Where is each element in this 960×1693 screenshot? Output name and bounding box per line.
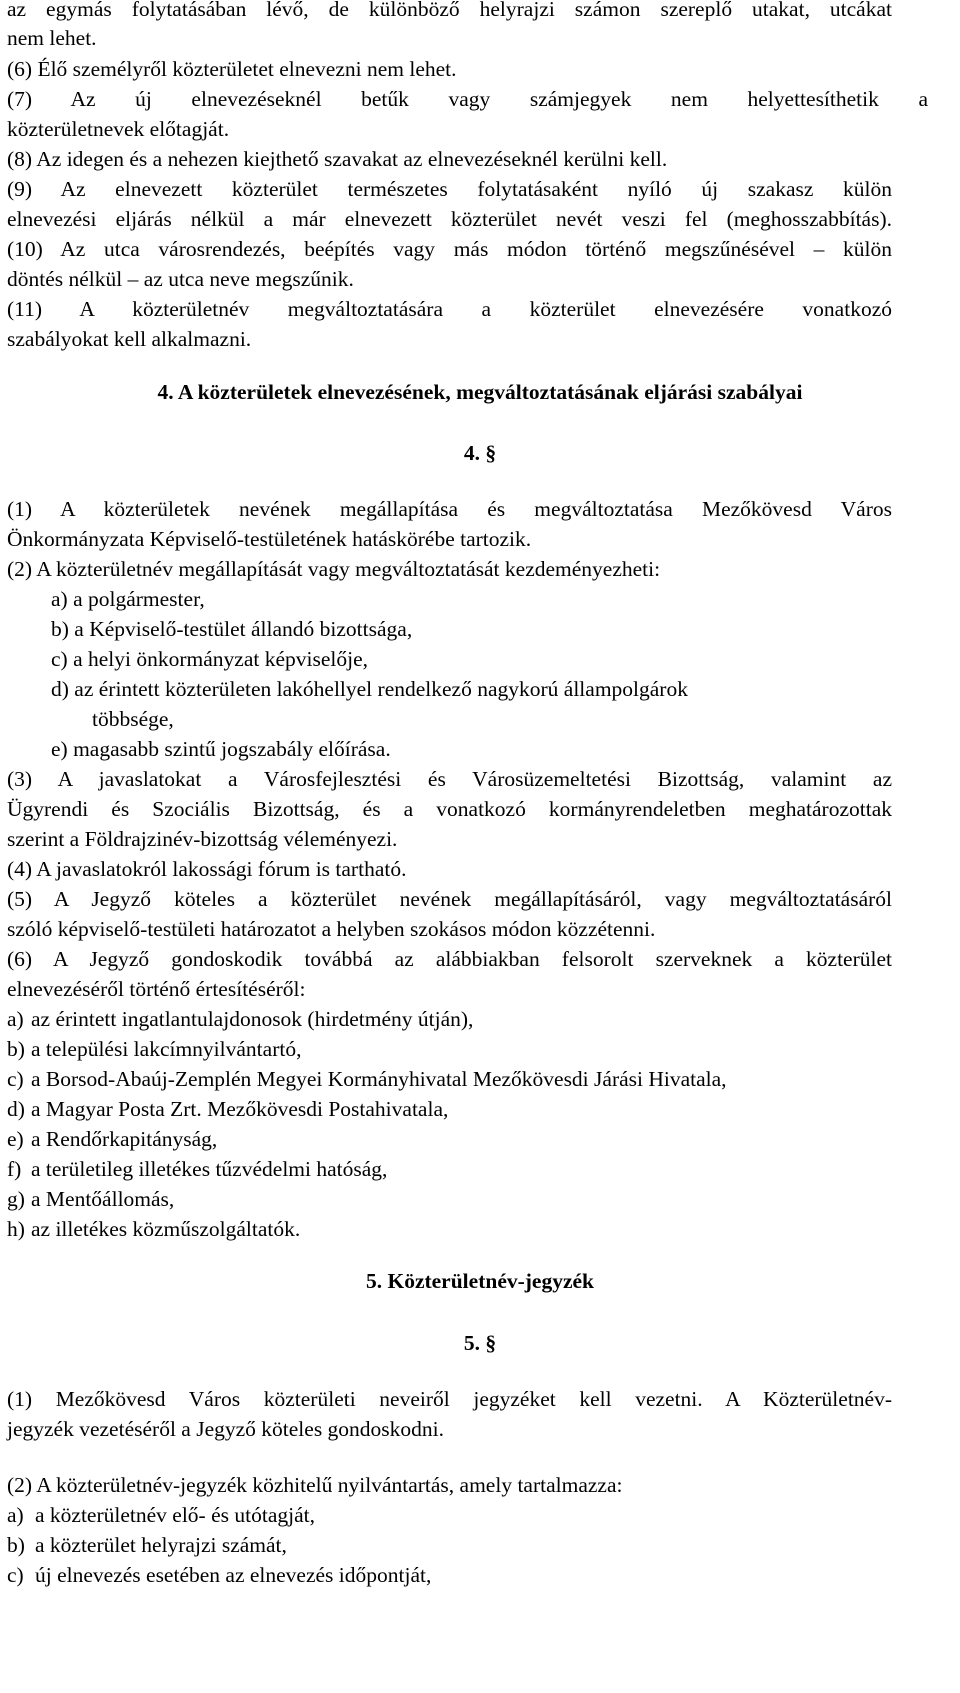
text-line: szerint a Földrajzinév-bizottság véleményezi. [7,827,398,851]
paragraph-sign-5: 5. § [463,1331,497,1355]
list-item: h) az illetékes közműszolgáltatók. [7,1217,301,1241]
text-line: nem lehet. [7,26,97,50]
text-line: jegyzék vezetéséről a Jegyző köteles gondoskodni. [7,1417,445,1441]
paragraph-6: (6) Élő személyről közterületet elnevezni nem lehet. [7,57,457,81]
list-item: f) a területileg illetékes tűzvédelmi hatóság, [7,1157,388,1181]
list-item: b) a Képviselő-testület állandó bizottsága, [51,617,413,641]
list-item: g) a Mentőállomás, [7,1187,175,1211]
s4-paragraph-2: (2) A közterületnév megállapítását vagy megváltoztatását kezdeményezheti: [7,557,661,581]
section-heading-5: 5. Közterületnév-jegyzék [365,1269,595,1293]
text-line: közterületnevek előtagját. [7,117,230,141]
s5-paragraph-1: (1) Mezőkövesd Város közterületi neveiről jegyzéket kell vezetni. A Közterületnév- [7,1387,892,1411]
list-item: d) a Magyar Posta Zrt. Mezőkövesdi Postahivatala, [7,1097,449,1121]
paragraph-7: (7) Az új elnevezéseknél betűk vagy számjegyek nem helyettesíthetik a [7,87,928,111]
text-line: szóló képviselő-testületi határozatot a helyben szokásos módon közzétenni. [7,917,656,941]
s4-paragraph-5: (5) A Jegyző köteles a közterület nevének megállapításáról, vagy megváltoztatásáról [7,887,892,911]
text-line: szabályokat kell alkalmazni. [7,327,252,351]
section-heading-4: 4. A közterületek elnevezésének, megváltoztatásának eljárási szabályai [157,380,803,404]
paragraph-10: (10) Az utca városrendezés, beépítés vagy más módon történő megszűnésével – külön [7,237,892,261]
list-item: a) a közterületnév elő- és utótagját, [7,1503,315,1527]
s4-paragraph-3: (3) A javaslatokat a Városfejlesztési és Városüzemeltetési Bizottság, valamint az [7,767,892,791]
list-item: b) a közterület helyrajzi számát, [7,1533,287,1557]
paragraph-11: (11) A közterületnév megváltoztatására a közterület elnevezésére vonatkozó [7,297,892,321]
s4-paragraph-6: (6) A Jegyző gondoskodik továbbá az alábbiakban felsorolt szerveknek a közterület [7,947,892,971]
text-line: Önkormányzata Képviselő-testületének hatáskörébe tartozik. [7,527,532,551]
list-item: a) az érintett ingatlantulajdonosok (hirdetmény útján), [7,1007,474,1031]
text-line: az egymás folytatásában lévő, de különböző helyrajzi számon szereplő utakat, utcákat [7,0,892,21]
text-line: Ügyrendi és Szociális Bizottság, és a vonatkozó kormányrendeletben meghatározottak [7,797,892,821]
list-item-continuation: többsége, [92,707,174,731]
paragraph-sign-4: 4. § [463,441,497,465]
list-item: e) a Rendőrkapitányság, [7,1127,218,1151]
list-item: c) a helyi önkormányzat képviselője, [51,647,369,671]
list-item: a) a polgármester, [51,587,205,611]
text-line: döntés nélkül – az utca neve megszűnik. [7,267,354,291]
s4-paragraph-4: (4) A javaslatokról lakossági fórum is tartható. [7,857,407,881]
s4-paragraph-1: (1) A közterületek nevének megállapítása és megváltoztatása Mezőkövesd Város [7,497,892,521]
list-item: e) magasabb szintű jogszabály előírása. [51,737,391,761]
paragraph-8: (8) Az idegen és a nehezen kiejthető szavakat az elnevezéseknél kerülni kell. [7,147,668,171]
list-item: c) új elnevezés esetében az elnevezés időpontját, [7,1563,432,1587]
s5-paragraph-2: (2) A közterületnév-jegyzék közhitelű nyilvántartás, amely tartalmazza: [7,1473,623,1497]
paragraph-9: (9) Az elnevezett közterület természetes folytatásaként nyíló új szakasz külön [7,177,892,201]
list-item: d) az érintett közterületen lakóhellyel rendelkező nagykorú állampolgárok [51,677,688,701]
text-line: elnevezési eljárás nélkül a már elnevezett közterület nevét veszi fel (meghosszabbítás). [7,207,892,231]
text-line: elnevezéséről történő értesítéséről: [7,977,306,1001]
list-item: b) a települési lakcímnyilvántartó, [7,1037,302,1061]
list-item: c) a Borsod-Abaúj-Zemplén Megyei Kormányhivatal Mezőkövesdi Járási Hivatala, [7,1067,727,1091]
